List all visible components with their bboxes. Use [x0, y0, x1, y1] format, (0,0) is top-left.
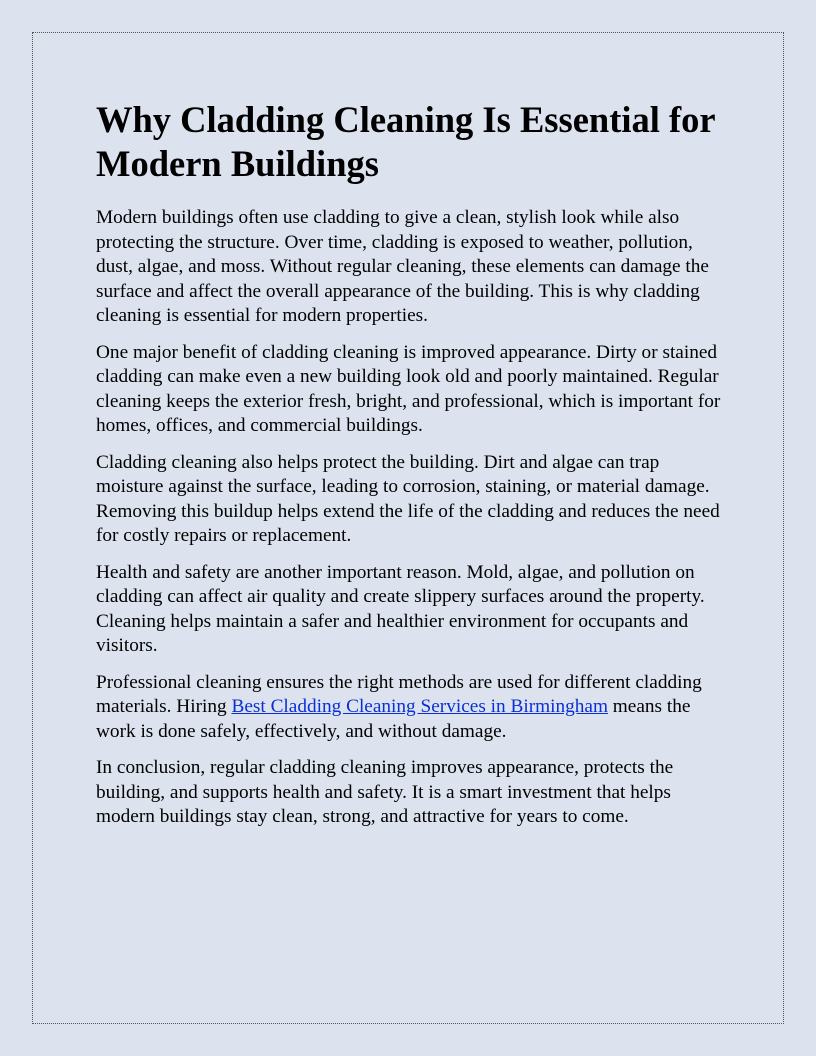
link-paragraph-before: Professional cleaning ensures the right methods are used for different cladding materials. Hiring — [96, 671, 702, 717]
paragraph-appearance: One major benefit of cladding cleaning is improved appearance. Dirty or stained cladding can make even a new building look old and poorly maintained. Regular cleaning keeps the exterior fresh, bright, and professional, which is important for homes, offices, and commercial buildings. — [96, 341, 721, 436]
paragraph-protection: Cladding cleaning also helps protect the building. Dirt and algae can trap moisture against the surface, leading to corrosion, staining, or material damage. Removing this buildup helps extend the life of the cladding and reduces the need for costly repairs or replacement. — [96, 451, 720, 546]
paragraph-intro: Modern buildings often use cladding to give a clean, stylish look while also protecting the structure. Over time, cladding is exposed to weather, pollution, dust, algae, and moss. Without regular cleaning, these elements can damage the surface and affect the overall appearance of the building. This is why cladding cleaning is essential for modern properties. — [96, 207, 709, 326]
cladding-services-link[interactable]: Best Cladding Cleaning Services in Birmingham — [231, 696, 608, 717]
paragraph-health-safety: Health and safety are another important reason. Mold, algae, and pollution on cladding can affect air quality and create slippery surfaces around the property. Cleaning helps maintain a safer and healthier environment for occupants and visitors. — [96, 561, 705, 656]
page-title: Why Cladding Cleaning Is Essential for Modern Buildings — [96, 99, 715, 184]
paragraph-conclusion: In conclusion, regular cladding cleaning improves appearance, protects the building, and supports health and safety. It is a smart investment that helps modern buildings stay clean, strong, and attractive for years to come. — [96, 757, 674, 827]
paragraph-professional-cleaning — [96, 671, 726, 745]
link-paragraph-after: means the work is done safely, effectively, and without damage. — [96, 696, 691, 742]
document-body — [96, 98, 726, 842]
